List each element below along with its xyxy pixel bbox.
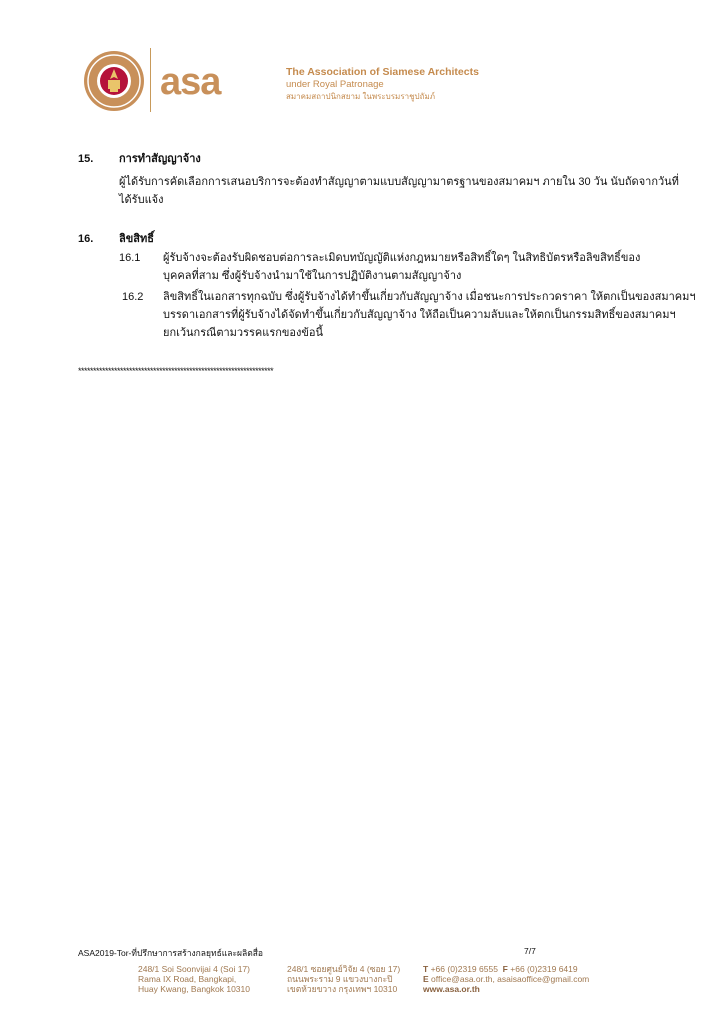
end-separator: ***************************************************************** <box>78 366 274 376</box>
org-name-en: The Association of Siamese Architects <box>286 66 479 78</box>
item-16-2-line3: ยกเว้นกรณีตามวรรคแรกของข้อนี้ <box>163 327 324 339</box>
fax-value: +66 (0)2319 6419 <box>510 964 578 974</box>
address-en-line: Huay Kwang, Bangkok 10310 <box>138 984 250 994</box>
footer-document-name: ASA2019-Tor-ที่ปรึกษาการสร้างกลยุทธ์และผลิตสื่อ <box>78 948 264 958</box>
footer-address-th <box>287 964 400 994</box>
header-divider <box>150 48 151 112</box>
footer-address-en <box>138 964 250 994</box>
fax-label: F <box>502 964 508 974</box>
address-th-line: เขตห้วยขวาง กรุงเทพฯ 10310 <box>287 984 398 994</box>
footer-phone-fax <box>423 964 589 974</box>
association-seal-logo <box>83 50 145 112</box>
svg-text:asa: asa <box>160 62 221 102</box>
email-value[interactable]: office@asa.or.th, asaisaoffice@gmail.com <box>431 974 590 984</box>
section-16-title: ลิขสิทธิ์ <box>119 233 154 245</box>
org-subtitle-en: under Royal Patronage <box>286 79 384 90</box>
item-16-1-line2: บุคคลที่สาม ซึ่งผู้รับจ้างนำมาใช้ในการปฏิบัติงานตามสัญญาจ้าง <box>163 270 462 282</box>
item-16-1-line1: ผู้รับจ้างจะต้องรับผิดชอบต่อการละเมิดบทบัญญัติแห่งกฎหมายหรือสิทธิ์ใดๆ ในสิทธิบัตรหรือลิขสิทธิ์ของ <box>163 252 641 264</box>
address-en-line: 248/1 Soi Soonvijai 4 (Soi 17) <box>138 964 250 974</box>
tel-value[interactable]: +66 (0)2319 6555 <box>430 964 498 974</box>
footer-page-number: 7/7 <box>524 946 536 956</box>
footer-email <box>423 974 589 984</box>
website-link[interactable]: www.asa.or.th <box>423 984 480 994</box>
section-15-line1: ผู้ได้รับการคัดเลือกการเสนอบริการจะต้องทำสัญญาตามแบบสัญญามาตรฐานของสมาคมฯ ภายใน 30 วัน นับถัดจากวันที่ <box>119 176 679 188</box>
tel-label: T <box>423 964 429 974</box>
email-label: E <box>423 974 429 984</box>
footer-contact <box>423 964 589 994</box>
address-th-line: 248/1 ซอยศูนย์วิจัย 4 (ซอย 17) <box>287 964 401 974</box>
address-th-line: ถนนพระราม 9 แขวงบางกะปิ <box>287 974 393 984</box>
section-15-title: การทำสัญญาจ้าง <box>119 153 201 165</box>
item-16-2-line1: ลิขสิทธิ์ในเอกสารทุกฉบับ ซึ่งผู้รับจ้างได้ทำขึ้นเกี่ยวกับสัญญาจ้าง เมื่อชนะการประกวดราคา ให้ตกเป็นของสมาคมฯ <box>163 291 696 303</box>
address-en-line: Rama IX Road, Bangkapi, <box>138 974 237 984</box>
item-16-2-line2: บรรดาเอกสารที่ผู้รับจ้างได้จัดทำขึ้นเกี่ยวกับสัญญาจ้าง ให้ถือเป็นความลับและให้ตกเป็นกรรมสิทธิ์ของสมาคมฯ <box>163 309 676 321</box>
section-15-line2: ได้รับแจ้ง <box>119 194 164 206</box>
asa-logo <box>160 62 252 102</box>
section-15-number: 15. <box>78 153 94 165</box>
org-name-th: สมาคมสถาปนิกสยาม ในพระบรมราชูปถัมภ์ <box>286 92 436 101</box>
item-16-1-number: 16.1 <box>119 252 141 264</box>
item-16-2-number: 16.2 <box>122 291 144 303</box>
section-16-number: 16. <box>78 233 94 245</box>
